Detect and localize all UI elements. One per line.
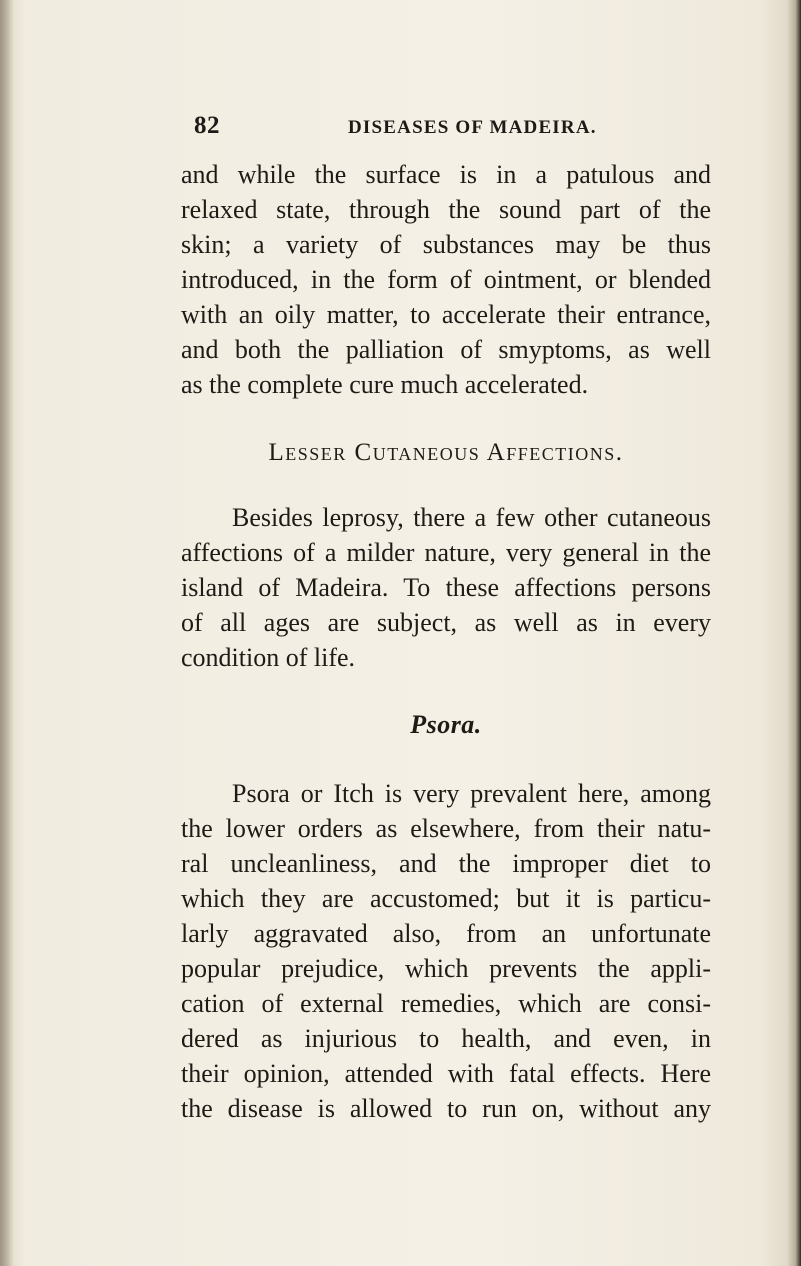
section-heading: Lesser Cutaneous Affections. <box>268 439 624 466</box>
paragraph3-line-4: which they are accustomed; but it is particu- <box>181 884 711 913</box>
subsection-heading: Psora. <box>410 710 482 739</box>
page-number: 82 <box>194 112 220 139</box>
paragraph2-line-4: of all ages are subject, as well as in every <box>181 608 711 637</box>
paragraph1-line-4: introduced, in the form of ointment, or blended <box>181 265 711 294</box>
paragraph3-line-10: the disease is allowed to run on, without any <box>181 1094 711 1123</box>
paragraph1-line-5: with an oily matter, to accelerate their entrance, <box>181 300 711 329</box>
page-edge <box>787 0 801 1266</box>
paragraph1-line-2: relaxed state, through the sound part of the <box>181 195 711 224</box>
paragraph1-line-6: and both the palliation of smyptoms, as well <box>181 335 711 364</box>
paragraph3-line-2: the lower orders as elsewhere, from their natu- <box>181 814 711 843</box>
paragraph3-line-6: popular prejudice, which prevents the appli- <box>181 954 711 983</box>
paragraph2-line-1: Besides leprosy, there a few other cutaneous <box>232 503 711 532</box>
paragraph1-line-1: and while the surface is in a patulous and <box>181 160 711 189</box>
paragraph3-line-1: Psora or Itch is very prevalent here, among <box>232 779 711 808</box>
paragraph1-line-3: skin; a variety of substances may be thus <box>181 230 711 259</box>
paragraph3-line-8: dered as injurious to health, and even, in <box>181 1024 711 1053</box>
paragraph1-line-7: as the complete cure much accelerated. <box>181 370 589 399</box>
paragraph3-line-9: their opinion, attended with fatal effects. Here <box>181 1059 711 1088</box>
paragraph2-line-3: island of Madeira. To these affections persons <box>181 573 711 602</box>
running-title: DISEASES OF MADEIRA. <box>348 117 597 138</box>
paragraph3-line-7: cation of external remedies, which are consi- <box>181 989 711 1018</box>
paragraph2-line-2: affections of a milder nature, very general in the <box>181 538 711 567</box>
paragraph2-line-5: condition of life. <box>181 643 356 672</box>
paragraph3-line-5: larly aggravated also, from an unfortunate <box>181 919 711 948</box>
page-gutter-shadow <box>0 0 14 1266</box>
paragraph3-line-3: ral uncleanliness, and the improper diet to <box>181 849 711 878</box>
